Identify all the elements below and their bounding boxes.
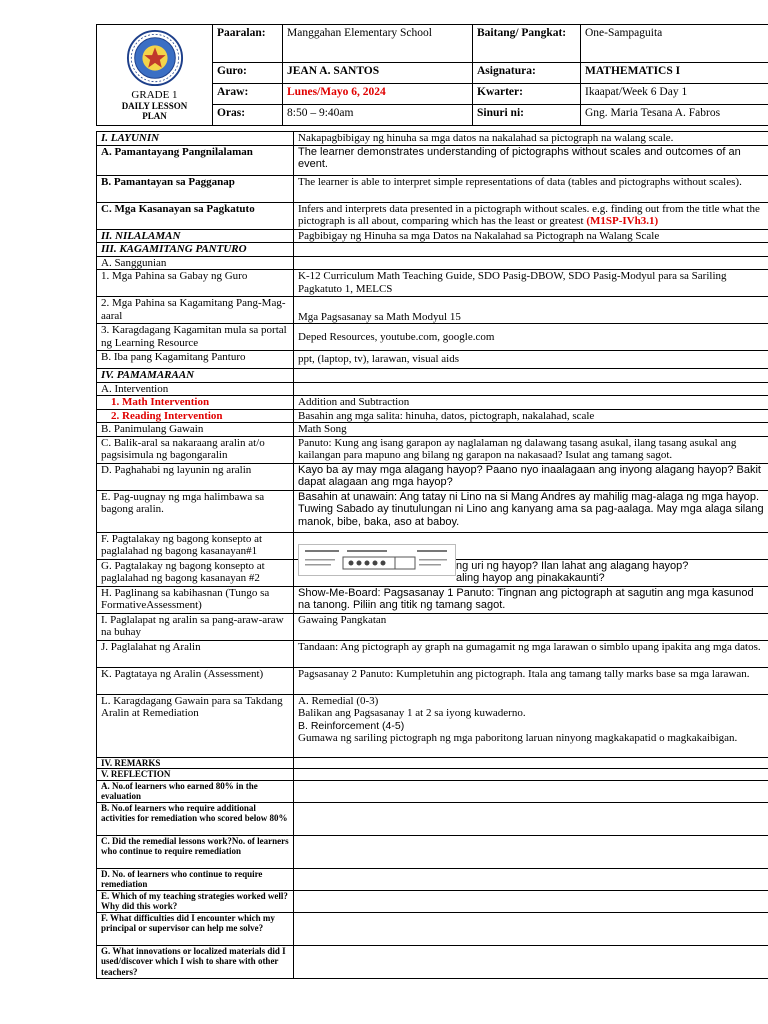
pagtalakay2-label: G. Pagtalakay ng bagong konsepto at paglalahad ng bagong kasanayan #2 [97, 559, 294, 586]
pagtalakay2-line2: aling hayop ang pinakakaunti? [456, 572, 605, 584]
gabay-text: K-12 Curriculum Math Teaching Guide, SDO Pasig-DBOW, SDO Pasig-Modyul para sa Sariling Pagkatuto 1, MELCS [294, 270, 768, 297]
quarter-value: Ikaapat/Week 6 Day 1 [581, 83, 768, 104]
balik-aral-label: C. Balik-aral sa nakaraang aralin at/o pagsisimula ng bagongaralin [97, 436, 294, 463]
karagdagang-text: Deped Resources, youtube.com, google.com [294, 324, 768, 351]
reflection-answer [294, 835, 768, 868]
pictograph-thumbnail-image [298, 544, 456, 576]
reflection-value [294, 769, 768, 781]
paglalapat-label: I. Paglalapat ng aralin sa pang-araw-araw na buhay [97, 613, 294, 640]
kagamitang-label: III. KAGAMITANG PANTURO [97, 243, 294, 257]
pamantayang-pangnilalaman-label: A. Pamantayang Pangnilalaman [97, 145, 294, 175]
kagamitang-mag-aaral-label: 2. Mga Pahina sa Kagamitang Pang-Mag-aaral [97, 297, 294, 324]
dlp-label-line2: PLAN [142, 111, 167, 121]
sanggunian-label: A. Sanggunian [97, 256, 294, 270]
pamamaraan-empty [294, 369, 768, 383]
reflection-answer [294, 945, 768, 978]
layunin-label: I. LAYUNIN [97, 132, 294, 146]
competency-code: (M1SP-IVh3.1) [586, 215, 659, 227]
reflection-item: B. No.of learners who require additional activities for remediation who scored below 80% [97, 802, 294, 835]
pamantayang-pangnilalaman-text: The learner demonstrates understanding of pictographs without scales and outcomes of an event. [294, 145, 768, 175]
nilalaman-text: Pagbibigay ng Hinuha sa mga Datos na Nakalahad sa Pictograph na Walang Scale [294, 229, 768, 243]
kasanayan-cell [294, 202, 768, 229]
paglinang-text: Show-Me-Board: Pagsasanay 1 Panuto: Tingnan ang pictograph at sagutin ang mga kasunod na tanong. Piliin ang titik ng tamang sagot. [294, 586, 768, 613]
day-value: Lunes/Mayo 6, 2024 [283, 83, 473, 104]
pamantayan-pagganap-text: The learner is able to interpret simple representations of data (tables and pictographs without scales). [294, 175, 768, 202]
school-label: Paaralan: [213, 25, 283, 63]
intervention-empty [294, 382, 768, 396]
header-table [96, 24, 768, 126]
iba-pang-label: B. Iba pang Kagamitang Panturo [97, 351, 294, 369]
reflection-item: C. Did the remedial lessons work?No. of learners who continue to require remediation [97, 835, 294, 868]
balik-aral-text: Panuto: Kung ang isang garapon ay naglalaman ng dalawang tasang asukal, ilang tasang asukal ang kailangan para mapuno ang bilang ng garapon na nakasaad? Isulat ang tamang sagot. [294, 436, 768, 463]
reflection-item: E. Which of my teaching strategies worked well? Why did this work? [97, 890, 294, 912]
reflection-item: G. What innovations or localized materials did I used/discover which I wish to share with other teachers? [97, 945, 294, 978]
remarks-label: IV. REMARKS [97, 757, 294, 769]
subject-label: Asignatura: [473, 62, 581, 83]
paglalahat-text: Tandaan: Ang pictograph ay graph na gumagamit ng mga larawan o simblo upang ipakita ang mga datos. [294, 640, 768, 667]
pag-uugnay-text: Basahin at unawain: Ang tatay ni Lino na si Mang Andres ay mahilig mag-alaga ng mga hayop. Tuwing Sabado ay tinutulungan ni Lino ang kanyang ama sa pag-aalaga. May mga alaga silang manok, bibe, baka, aso at baboy. [294, 490, 768, 532]
logo-cell [97, 25, 213, 126]
panimulang-label: B. Panimulang Gawain [97, 423, 294, 437]
day-label: Araw: [213, 83, 283, 104]
paglalapat-text: Gawaing Pangkatan [294, 613, 768, 640]
pagtataya-text: Pagsasanay 2 Panuto: Kumpletuhin ang pictograph. Itala ang tamang tally marks base sa mga larawan. [294, 667, 768, 694]
gabay-label: 1. Mga Pahina sa Gabay ng Guro [97, 270, 294, 297]
paghahabi-text: Kayo ba ay may mga alagang hayop? Paano nyo inaalagaan ang inyong alagang hayop? Bakit dapat alagaan ang mga hayop? [294, 463, 768, 490]
reflection-answer [294, 802, 768, 835]
checked-by-value: Gng. Maria Tesana A. Fabros [581, 104, 768, 125]
pamantayan-pagganap-label: B. Pamantayan sa Pagganap [97, 175, 294, 202]
takdang-line-4: Gumawa ng sariling pictograph ng mga paboritong laruan ninyong magkakapatid o magkakaibigan. [298, 732, 738, 744]
teacher-value: JEAN A. SANTOS [283, 62, 473, 83]
reading-intervention-text: Basahin ang mga salita: hinuha, datos, pictograph, nakalahad, scale [294, 409, 768, 423]
grade-section-label: Baitang/ Pangkat: [473, 25, 581, 63]
reflection-answer [294, 912, 768, 945]
reflection-item: A. No.of learners who earned 80% in the evaluation [97, 780, 294, 802]
kasanayan-text: Infers and interprets data presented in a pictograph without scales. e.g. finding out from the title what the pictograph is all about, comparing which has the least or greatest [298, 202, 760, 227]
nilalaman-label: II. NILALAMAN [97, 229, 294, 243]
pagtataya-label: K. Pagtataya ng Aralin (Assessment) [97, 667, 294, 694]
takdang-line-1: A. Remedial (0-3) [298, 694, 379, 707]
pag-uugnay-label: E. Pag-uugnay ng mga halimbawa sa bagong aralin. [97, 490, 294, 532]
time-value: 8:50 – 9:40am [283, 104, 473, 125]
math-intervention-label: 1. Math Intervention [97, 396, 294, 410]
remarks-value [294, 757, 768, 769]
checked-by-label: Sinuri ni: [473, 104, 581, 125]
reading-intervention-label: 2. Reading Intervention [97, 409, 294, 423]
pamamaraan-label: IV. PAMAMARAAN [97, 369, 294, 383]
layunin-text: Nakapagbibigay ng hinuha sa mga datos na nakalahad sa pictograph na walang scale. [294, 132, 768, 146]
dlp-label-line1: DAILY LESSON [121, 101, 188, 111]
pagtalakay1-label: F. Pagtalakay ng bagong konsepto at paglalahad ng bagong kasanayan#1 [97, 532, 294, 559]
takdang-line-2: Balikan ang Pagsasanay 1 at 2 sa iyong kuwaderno. [298, 707, 526, 719]
sanggunian-empty [294, 256, 768, 270]
subject-value: MATHEMATICS I [581, 62, 768, 83]
reflection-answer [294, 890, 768, 912]
kagamitang-empty [294, 243, 768, 257]
grade-label: GRADE 1 [131, 89, 178, 101]
takdang-line-3: B. Reinforcement (4-5) [298, 719, 405, 732]
reflection-answer [294, 780, 768, 802]
paglinang-label: H. Paglinang sa kabihasnan (Tungo sa FormativeAssessment) [97, 586, 294, 613]
quarter-label: Kwarter: [473, 83, 581, 104]
takdang-cell [294, 694, 768, 757]
math-intervention-text: Addition and Subtraction [294, 396, 768, 410]
intervention-label: A. Intervention [97, 382, 294, 396]
teacher-label: Guro: [213, 62, 283, 83]
time-label: Oras: [213, 104, 283, 125]
kasanayan-label: C. Mga Kasanayan sa Pagkatuto [97, 202, 294, 229]
panimulang-text: Math Song [294, 423, 768, 437]
iba-pang-text: ppt, (laptop, tv), larawan, visual aids [294, 351, 768, 369]
reflection-label: V. REFLECTION [97, 769, 294, 781]
paghahabi-label: D. Paghahabi ng layunin ng aralin [97, 463, 294, 490]
karagdagang-label: 3. Karagdagang Kagamitan mula sa portal ng Learning Resource [97, 324, 294, 351]
takdang-label: L. Karagdagang Gawain para sa Takdang Aralin at Remediation [97, 694, 294, 757]
paglalahat-label: J. Paglalahat ng Aralin [97, 640, 294, 667]
pagtalakay2-line1: ng uri ng hayop? Ilan lahat ang alagang hayop? [456, 559, 689, 572]
school-value: Manggahan Elementary School [283, 25, 473, 63]
grade-section-value: One-Sampaguita [581, 25, 768, 63]
reflection-answer [294, 868, 768, 890]
reflection-item: F. What difficulties did I encounter which my principal or supervisor can help me solve? [97, 912, 294, 945]
deped-seal-icon [126, 29, 184, 87]
kagamitang-mag-aaral-text: Mga Pagsasanay sa Math Modyul 15 [294, 297, 768, 324]
reflection-item: D. No. of learners who continue to require remediation [97, 868, 294, 890]
